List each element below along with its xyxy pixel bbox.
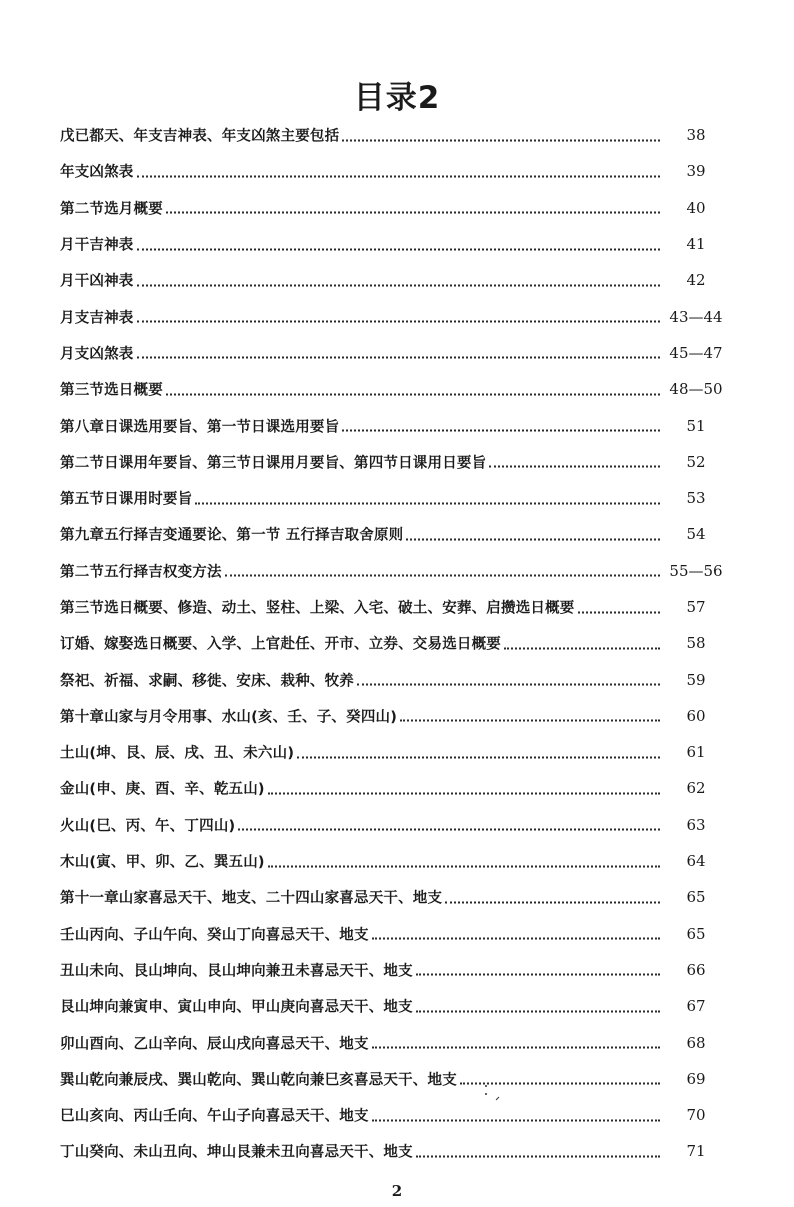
toc-entry-title-group xyxy=(60,342,660,363)
toc-entry[interactable] xyxy=(0,335,794,371)
toc-entry-title: 月干吉神表 xyxy=(60,237,134,254)
toc-entry-page: 52 xyxy=(686,452,706,471)
toc-entry-page: 43—44 xyxy=(669,307,723,326)
toc-entry[interactable] xyxy=(0,371,794,407)
toc-entry-title-group xyxy=(60,742,660,763)
toc-entry-page: 65 xyxy=(686,924,706,943)
toc-entry[interactable] xyxy=(0,770,794,806)
toc-entry-page: 40 xyxy=(686,198,706,217)
dot-leader xyxy=(137,321,661,323)
toc-entry-title: 丑山未向、艮山坤向、艮山坤向兼丑未喜忌天干、地支 xyxy=(60,963,413,980)
dot-leader xyxy=(238,829,660,831)
dot-leader xyxy=(342,139,660,141)
dot-leader xyxy=(578,611,661,613)
toc-entry[interactable] xyxy=(0,879,794,915)
toc-entry-title-group xyxy=(60,923,660,944)
toc-entry-title-group xyxy=(60,1105,660,1126)
dot-leader xyxy=(268,792,660,794)
toc-entry-title: 第十章山家与月令用事、水山(亥、壬、子、癸四山) xyxy=(60,709,398,726)
dot-leader xyxy=(504,647,660,649)
toc-entry[interactable] xyxy=(0,153,794,189)
toc-entry-title: 第三节选日概要 xyxy=(60,382,163,399)
toc-entry[interactable] xyxy=(0,516,794,552)
toc-entry-title: 第十一章山家喜忌天干、地支、二十四山家喜忌天干、地支 xyxy=(60,890,443,907)
dot-leader xyxy=(137,357,661,359)
dot-leader xyxy=(297,756,660,758)
dot-leader xyxy=(489,466,660,468)
toc-entry[interactable] xyxy=(0,190,794,226)
toc-entry-title-group xyxy=(60,1032,660,1053)
toc-entry[interactable] xyxy=(0,553,794,589)
toc-entry[interactable] xyxy=(0,407,794,443)
toc-entry-title: 木山(寅、甲、卯、乙、巽五山) xyxy=(60,854,265,871)
toc-entry-page: 65 xyxy=(686,888,706,907)
toc-entry-title: 年支凶煞表 xyxy=(60,164,134,181)
toc-entry-title-group xyxy=(60,1068,660,1089)
dot-leader xyxy=(400,720,660,722)
toc-entry[interactable] xyxy=(0,480,794,516)
toc-entry-title: 第二节日课用年要旨、第三节日课用月要旨、第四节日课用日要旨 xyxy=(60,455,487,472)
toc-entry[interactable] xyxy=(0,1061,794,1097)
toc-entry-page: 39 xyxy=(686,162,706,181)
dot-leader xyxy=(137,248,661,250)
toc-entry-title: 第二节选月概要 xyxy=(60,201,163,218)
toc-entry-title-group xyxy=(60,524,660,545)
table-of-contents xyxy=(0,117,794,1170)
toc-entry-page: 54 xyxy=(686,525,706,544)
toc-entry-title: 祭祀、祈福、求嗣、移徙、安床、栽种、牧养 xyxy=(60,673,354,690)
toc-entry-title-group xyxy=(60,306,660,327)
dot-leader xyxy=(225,575,660,577)
toc-entry-title-group xyxy=(60,669,660,690)
dot-leader xyxy=(416,1010,660,1012)
dot-leader xyxy=(166,393,660,395)
toc-entry-title-group xyxy=(60,887,660,908)
toc-entry-title: 订婚、嫁娶选日概要、入学、上官赴任、开市、立券、交易选日概要 xyxy=(60,636,501,653)
toc-entry-page: 67 xyxy=(686,997,706,1016)
toc-entry[interactable] xyxy=(0,589,794,625)
toc-entry-page: 58 xyxy=(686,634,706,653)
toc-entry-page: 63 xyxy=(686,815,706,834)
toc-entry[interactable] xyxy=(0,843,794,879)
toc-entry[interactable] xyxy=(0,625,794,661)
toc-entry-page: 57 xyxy=(686,598,706,616)
toc-entry-title: 壬山丙向、子山午向、癸山丁向喜忌天干、地支 xyxy=(60,927,369,944)
toc-entry[interactable] xyxy=(0,952,794,988)
toc-entry-page: 38 xyxy=(686,126,706,145)
toc-entry-page: 59 xyxy=(686,670,706,689)
toc-entry[interactable] xyxy=(0,916,794,952)
toc-entry-page: 69 xyxy=(686,1069,706,1088)
scan-speck-marks xyxy=(480,1082,510,1106)
dot-leader xyxy=(357,684,660,686)
toc-entry-title-group xyxy=(60,161,660,182)
toc-entry-title: 第八章日课选用要旨、第一节日课选用要旨 xyxy=(60,419,340,436)
toc-entry-title-group xyxy=(60,270,660,291)
toc-entry-page: 42 xyxy=(686,271,706,290)
toc-entry[interactable] xyxy=(0,698,794,734)
toc-entry-title-group xyxy=(60,379,660,400)
toc-entry-page: 53 xyxy=(686,489,706,508)
toc-entry[interactable] xyxy=(0,988,794,1024)
toc-entry-title: 第九章五行择吉变通要论、第一节 五行择吉取舍原则 xyxy=(60,527,404,544)
toc-entry[interactable] xyxy=(0,226,794,262)
toc-entry-title-group xyxy=(60,851,660,872)
toc-entry-title-group xyxy=(60,197,660,218)
toc-entry[interactable] xyxy=(0,444,794,480)
dot-leader xyxy=(195,502,660,504)
dot-leader xyxy=(416,1155,660,1157)
toc-entry-title: 金山(申、庚、酉、辛、乾五山) xyxy=(60,781,265,798)
dot-leader xyxy=(445,901,660,903)
toc-entry-title: 第五节日课用时要旨 xyxy=(60,491,193,508)
dot-leader xyxy=(166,212,660,214)
toc-entry-page: 68 xyxy=(686,1033,706,1052)
toc-entry-page: 51 xyxy=(686,416,706,435)
toc-entry-title: 土山(坤、艮、辰、戌、丑、未六山) xyxy=(60,745,295,762)
toc-entry-page: 61 xyxy=(686,743,706,762)
toc-entry[interactable] xyxy=(0,262,794,298)
toc-entry-title: 月干凶神表 xyxy=(60,273,134,290)
toc-entry-title-group xyxy=(60,415,660,436)
toc-entry-page: 64 xyxy=(686,852,706,871)
dot-leader xyxy=(372,1047,660,1049)
toc-entry-title-group xyxy=(60,488,660,509)
toc-entry-title: 巳山亥向、丙山壬向、午山子向喜忌天干、地支 xyxy=(60,1108,369,1125)
toc-entry[interactable] xyxy=(0,117,794,153)
toc-entry-page: 48—50 xyxy=(669,380,723,399)
toc-entry-title-group xyxy=(60,451,660,472)
toc-entry-page: 60 xyxy=(686,706,706,725)
dot-leader xyxy=(406,538,660,540)
toc-entry-title-group xyxy=(60,234,660,255)
toc-entry-title-group xyxy=(60,633,660,654)
dot-leader xyxy=(372,1119,660,1121)
toc-entry[interactable] xyxy=(0,734,794,770)
toc-entry-title: 第二节五行择吉权变方法 xyxy=(60,564,222,581)
toc-entry-page: 62 xyxy=(686,779,706,798)
toc-entry-page: 71 xyxy=(686,1142,706,1161)
toc-entry-page: 41 xyxy=(686,235,706,254)
toc-entry[interactable] xyxy=(0,807,794,843)
toc-entry[interactable] xyxy=(0,298,794,334)
toc-entry-title: 艮山坤向兼寅申、寅山申向、甲山庚向喜忌天干、地支 xyxy=(60,999,413,1016)
toc-entry[interactable] xyxy=(0,1097,794,1133)
toc-entry-title: 第三节选日概要、修造、动土、竖柱、上梁、入宅、破土、安葬、启攒选日概要 xyxy=(60,600,575,617)
toc-entry-title-group xyxy=(60,597,660,618)
dot-leader xyxy=(416,974,660,976)
toc-entry-page: 66 xyxy=(686,960,706,979)
toc-entry-title-group xyxy=(60,959,660,980)
dot-leader xyxy=(268,865,660,867)
toc-entry-page: 55—56 xyxy=(669,561,723,580)
toc-entry-page: 70 xyxy=(686,1106,706,1125)
toc-entry-title: 戊已都天、年支吉神表、年支凶煞主要包括 xyxy=(60,128,340,145)
dot-leader xyxy=(342,430,660,432)
toc-entry-title-group xyxy=(60,814,660,835)
toc-entry-title-group xyxy=(60,125,660,146)
toc-entry-title-group xyxy=(60,1141,660,1162)
page-number: 2 xyxy=(391,1182,403,1200)
toc-entry-title: 火山(巳、丙、午、丁四山) xyxy=(60,818,236,835)
dot-leader xyxy=(137,175,661,177)
toc-entry-title-group xyxy=(60,705,660,726)
toc-entry-title-group xyxy=(60,560,660,581)
toc-entry-title-group xyxy=(60,996,660,1017)
toc-entry-title: 月支吉神表 xyxy=(60,310,134,327)
toc-entry[interactable] xyxy=(0,1024,794,1060)
toc-entry-title: 卯山酉向、乙山辛向、辰山戌向喜忌天干、地支 xyxy=(60,1036,369,1053)
toc-entry-title: 巽山乾向兼辰戌、巽山乾向、巽山乾向兼巳亥喜忌天干、地支 xyxy=(60,1072,457,1089)
page-title: 目录2 xyxy=(353,80,441,116)
toc-entry-title: 月支凶煞表 xyxy=(60,346,134,363)
toc-entry[interactable] xyxy=(0,661,794,697)
toc-entry-title: 丁山癸向、未山丑向、坤山艮兼未丑向喜忌天干、地支 xyxy=(60,1144,413,1161)
dot-leader xyxy=(137,284,661,286)
toc-entry[interactable] xyxy=(0,1133,794,1169)
toc-entry-title-group xyxy=(60,778,660,799)
toc-entry-page: 45—47 xyxy=(669,343,723,362)
dot-leader xyxy=(372,938,660,940)
